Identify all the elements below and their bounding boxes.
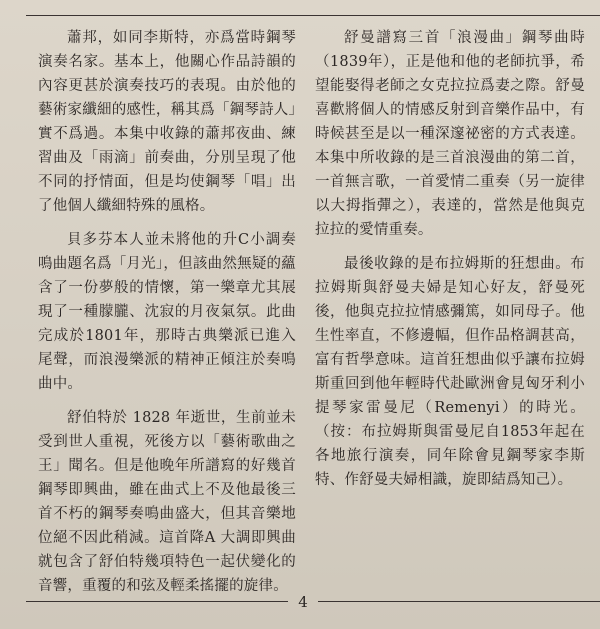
paragraph-chopin: 蕭邦，如同李斯特，亦爲當時鋼琴演奏名家。基本上，他關心作品詩韻的內容更甚於演奏技巧的表現。由於他的藝術家纖細的感性，稱其爲「鋼琴詩人」實不爲過。本集中收錄的蕭邦夜曲、練習曲及「雨滴」前奏曲，分別呈現了他不同的抒情面，但是均使鋼琴「唱」出了他個人纖細特殊的風格。: [38, 30, 296, 214]
paragraph-brahms: 最後收錄的是布拉姆斯的狂想曲。布拉姆斯與舒曼夫婦是知心好友，舒曼死後，他與克拉拉情感彌篤，如同母子。他生性率直，不修邊幅，但作品格調甚高，富有哲學意味。這首狂想曲似乎讓布拉姆斯重回到他年輕時代赴歐洲會見匈牙利小提琴家雷曼尼（Remenyi）的時光。（按：布拉姆斯與雷曼尼自1853年起在各地旅行演奏，同年除會見鋼琴家李斯特、作舒曼夫婦相識，旋即結爲知己）。: [315, 256, 585, 488]
paragraph-beethoven: 貝多芬本人並未將他的升C小調奏鳴曲題名爲「月光」，但該曲然無疑的蘊含了一份夢般的情懷，第一樂章尤其展現了一種朦朧、沈寂的月夜氣氛。此曲完成於1801年，那時古典樂派已進入尾聲，而浪漫樂派的精神正傾注於奏鳴曲中。: [38, 232, 296, 392]
right-column: [315, 26, 585, 502]
page-number: 4: [298, 593, 308, 611]
top-rule: [26, 15, 600, 16]
footer-rule-left: [26, 601, 288, 602]
left-column: [38, 26, 296, 608]
page-footer: [0, 592, 600, 612]
paragraph-schumann: 舒曼譜寫三首「浪漫曲」鋼琴曲時（1839年），正是他和他的老師抗爭，希望能娶得老師之女克拉拉爲妻之際。舒曼喜歡將個人的情感反射到音樂作品中，有時候甚至是以一種深邃祕密的方式表達。本集中所收錄的是三首浪漫曲的第二首，一首無言歌，一首愛情二重奏（另一旋律以大拇指彈之），表達的，當然是他與克拉拉的愛情重奏。: [315, 30, 585, 238]
footer-rule-right: [318, 601, 600, 602]
paragraph-schubert: 舒伯特於 1828 年逝世，生前並未受到世人重視，死後方以「藝術歌曲之王」聞名。但是他晚年所譜寫的好幾首鋼琴即興曲，雖在曲式上不及他最後三首不朽的鋼琴奏鳴曲盛大，但其音樂地位絕不因此稍減。這首降A 大調即興曲就包含了舒伯特幾項特色一起伏變化的音響，重覆的和弦及輕柔搖擺的旋律。: [38, 410, 296, 594]
